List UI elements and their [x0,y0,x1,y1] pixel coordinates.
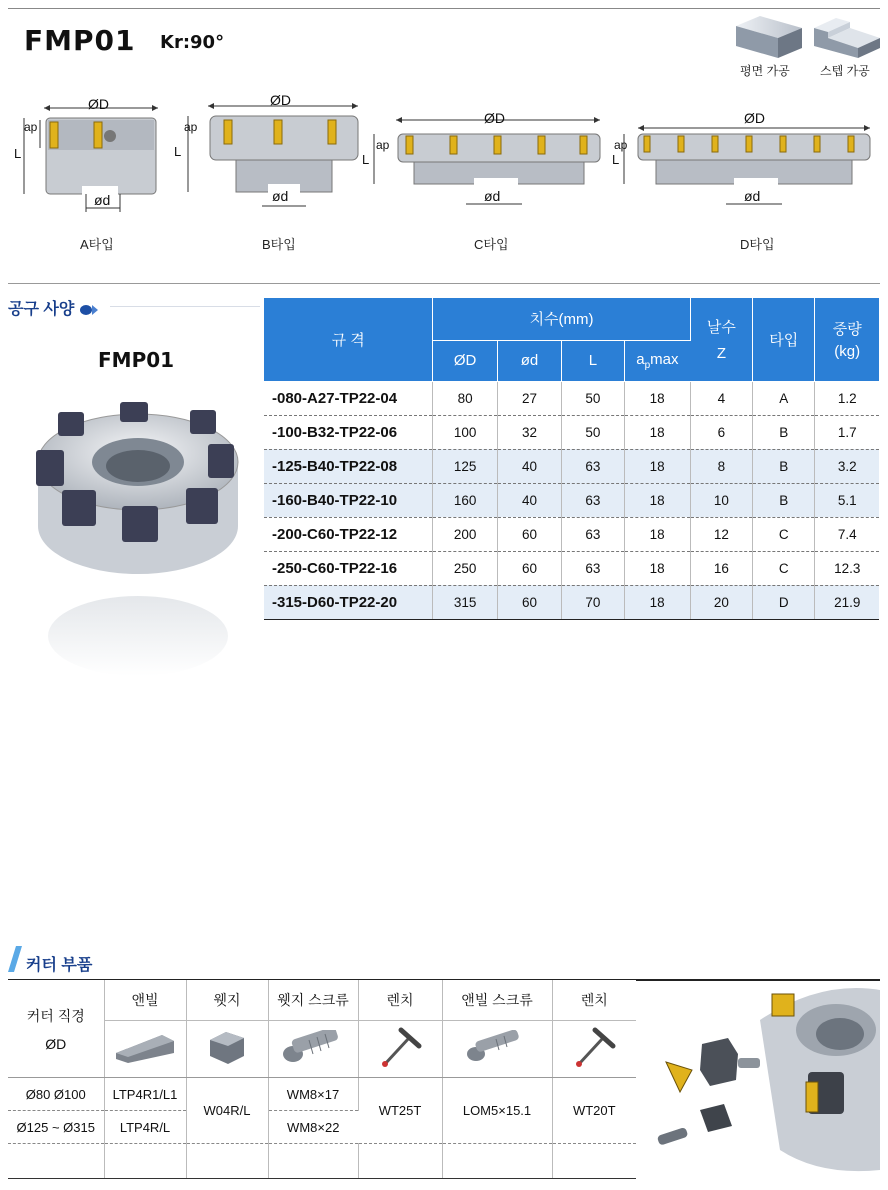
parts-table [8,980,636,1179]
diagram-type-a [14,96,164,216]
table-row [264,415,879,449]
length-label: L [612,152,620,167]
row-diameter-80-100: Ø80 Ø100 [8,1078,104,1111]
ap-label: ap [614,138,628,152]
cell-od: 315 [433,585,497,619]
cell-od: 100 [433,415,497,449]
cell-kg: 1.7 [815,415,879,449]
cell-kg: 1.2 [815,381,879,415]
model-code: -200-C60-TP22-12 [264,517,433,551]
wedge-screw-large: WM8×22 [268,1111,358,1144]
bore-label: ød [272,188,289,204]
cell-z: 20 [690,585,752,619]
col-teeth: 날수 Z [690,298,752,381]
cell-od: 80 [433,381,497,415]
cell-kg: 12.3 [815,551,879,585]
cell-od: 160 [433,483,497,517]
cell-d: 60 [497,517,561,551]
length-label: L [362,152,370,167]
bore-label: ød [484,188,501,204]
diameter-label: ØD [88,96,109,112]
model-code: -315-D60-TP22-20 [264,585,433,619]
cell-ap: 18 [624,551,690,585]
cell-d: 27 [497,381,561,415]
diameter-label: ØD [270,92,291,108]
cell-ap: 18 [624,449,690,483]
cell-d: 32 [497,415,561,449]
cell-ap: 18 [624,517,690,551]
parts-heading: 커터 부품 [26,957,93,974]
cell-type: C [753,517,815,551]
bore-label: ød [744,188,761,204]
cell-type: A [753,381,815,415]
cell-l: 50 [562,415,624,449]
cell-l: 63 [562,517,624,551]
col-wrench-2: 렌치 [552,980,636,1021]
anvil-screw-icon [442,1021,552,1078]
cell-type: B [753,415,815,449]
cell-od: 200 [433,517,497,551]
anvil-screw-value: LOM5×15.1 [442,1078,552,1144]
diameter-label: ØD [744,110,765,126]
cell-type: D [753,585,815,619]
cell-kg: 5.1 [815,483,879,517]
col-l: L [562,340,624,381]
wrench-value: WT25T [358,1078,442,1144]
arrow-icon [79,304,99,316]
cell-z: 16 [690,551,752,585]
model-code: -160-B40-TP22-10 [264,483,433,517]
cell-d: 60 [497,585,561,619]
diagram-type-d [612,108,880,212]
col-wedge-screw: 웻지 스크류 [268,980,358,1021]
diagram-type-c [362,108,608,212]
row-diameter-125-315: Ø125 ~ Ø315 [8,1111,104,1144]
table-row [264,517,879,551]
cell-z: 6 [690,415,752,449]
col-type: 타입 [753,298,815,381]
cell-d: 40 [497,449,561,483]
table-row [264,381,879,415]
anvil-icon [104,1021,186,1078]
cell-d: 60 [497,551,561,585]
cell-od: 125 [433,449,497,483]
table-row [264,585,879,619]
spec-table [264,298,879,620]
col-code: 규 격 [264,298,433,381]
model-code: -125-B40-TP22-08 [264,449,433,483]
table-row [264,449,879,483]
cell-kg: 7.4 [815,517,879,551]
ap-label: ap [24,120,38,134]
cell-ap: 18 [624,585,690,619]
ap-label: ap [184,120,198,134]
type-d-label: D타입 [740,237,775,252]
model-code: -100-B32-TP22-06 [264,415,433,449]
wrench-2-value: WT20T [552,1078,636,1144]
table-row [264,551,879,585]
cell-l: 70 [562,585,624,619]
cell-type: B [753,483,815,517]
model-code: -250-C60-TP22-16 [264,551,433,585]
cell-kg: 21.9 [815,585,879,619]
cell-l: 63 [562,483,624,517]
anvil-large: LTP4R/L [104,1111,186,1144]
model-code: -080-A27-TP22-04 [264,381,433,415]
wedge-value: W04R/L [186,1078,268,1144]
cell-type: B [753,449,815,483]
step-milling-block-icon [810,12,882,60]
cell-kg: 3.2 [815,449,879,483]
col-wrench-1: 렌치 [358,980,442,1021]
col-d: ød [497,340,561,381]
step-milling-label: 스텝 가공 [820,64,870,78]
wrench-2-icon [552,1021,636,1078]
diameter-label: ØD [484,110,505,126]
anvil-small: LTP4R1/L1 [104,1078,186,1111]
exploded-parts-image [640,980,880,1176]
col-anvil-screw: 앤빌 스크류 [442,980,552,1021]
face-milling-block-icon [732,14,804,60]
spec-heading: 공구 사양 [8,296,99,319]
cell-od: 250 [433,551,497,585]
product-name: FMP01 [98,348,175,372]
length-label: L [14,146,22,161]
cell-l: 50 [562,381,624,415]
face-milling-label: 평면 가공 [740,64,790,78]
col-od: ØD [433,340,497,381]
wedge-screw-icon [268,1021,358,1078]
wedge-icon [186,1021,268,1078]
page-title: FMP01 [24,24,136,57]
type-c-label: C타입 [474,237,509,252]
type-b-label: B타입 [262,237,296,252]
cell-z: 8 [690,449,752,483]
diagram-type-b [170,92,366,214]
length-label: L [174,144,182,159]
col-wedge: 웻지 [186,980,268,1021]
cell-z: 12 [690,517,752,551]
cell-type: C [753,551,815,585]
cell-l: 63 [562,551,624,585]
wedge-screw-small: WM8×17 [268,1078,358,1111]
cell-ap: 18 [624,483,690,517]
type-a-label: A타입 [80,237,114,252]
slash-icon [8,946,24,972]
cell-ap: 18 [624,381,690,415]
bore-label: ød [94,192,111,208]
cutter-product-image [28,396,246,706]
cell-ap: 18 [624,415,690,449]
col-ap: $a_p\max$ [624,340,690,381]
col-dims: 치수(mm) [433,298,690,340]
cell-d: 40 [497,483,561,517]
cell-z: 4 [690,381,752,415]
col-anvil: 앤빌 [104,980,186,1021]
ap-label: ap [376,138,390,152]
cell-l: 63 [562,449,624,483]
lead-angle-label: Kr:90° [160,32,225,53]
wrench-icon [358,1021,442,1078]
col-weight: 중량 (kg) [815,298,879,381]
cell-z: 10 [690,483,752,517]
table-row [264,483,879,517]
col-cutter-diameter: 커터 직경 ØD [8,980,104,1078]
